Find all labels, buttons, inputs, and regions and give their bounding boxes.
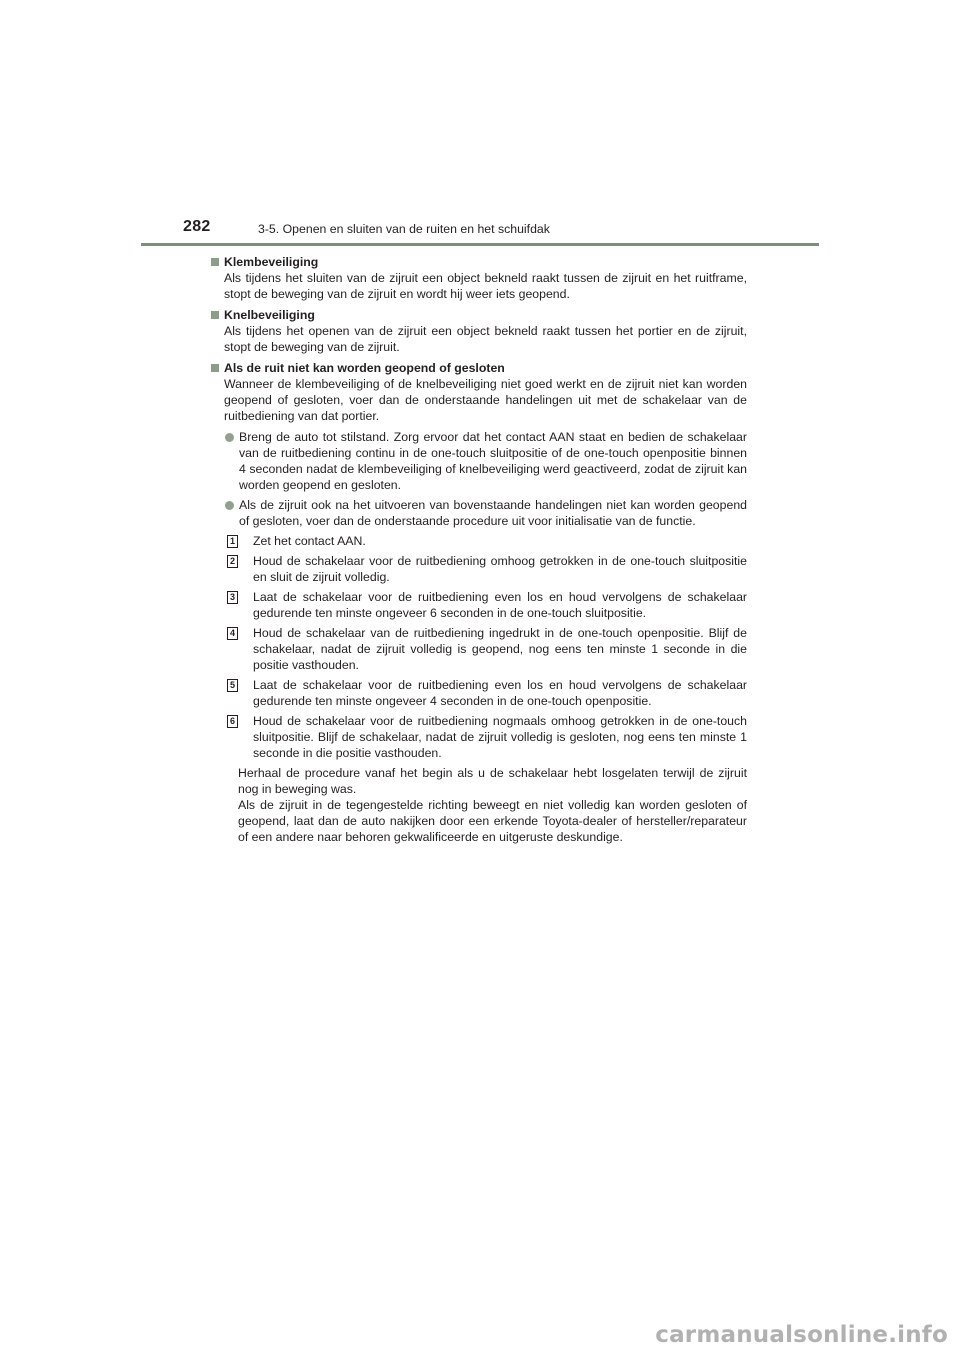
step-item: 3 Laat de schakelaar voor de ruitbediening even los en houd vervolgens de schakelaar gedurende ten minste ongeveer 6 seconden in de one-touch sluitpositie. bbox=[211, 589, 747, 621]
step-number: 6 bbox=[227, 715, 238, 728]
note-paragraph: Als de zijruit in de tegengestelde richting beweegt en niet volledig kan worden gesloten of geopend, laat dan de auto nakijken door een erkende Toyota-dealer of hersteller/reparateur of een andere naar behoren gekwalificeerde en uitgeruste deskundige. bbox=[238, 798, 747, 844]
paragraph-ruit-niet-geopend: Wanneer de klembeveiliging of de knelbeveiliging niet goed werkt en de zijruit niet kan worden geopend of gesloten, voer dan de onderstaande handelingen uit met de schakelaar van de ruitbediening van dat portier. bbox=[224, 377, 747, 423]
heading-klembeveiliging: Klembeveiliging bbox=[211, 254, 747, 270]
paragraph-klembeveiliging: Als tijdens het sluiten van de zijruit een object bekneld raakt tussen de zijruit en het ruitframe, stopt de beweging van de zijruit en wordt hij weer iets geopend. bbox=[224, 271, 747, 301]
step-list bbox=[211, 533, 747, 761]
heading-knelbeveiliging: Knelbeveiliging bbox=[211, 307, 747, 323]
round-bullet-icon bbox=[225, 433, 234, 442]
paragraph-knelbeveiliging: Als tijdens het openen van de zijruit een object bekneld raakt tussen het portier en de zijruit, stopt de beweging van de zijruit. bbox=[224, 324, 747, 354]
bullet-item: Als de zijruit ook na het uitvoeren van bovenstaande handelingen niet kan worden geopend of gesloten, voer dan de onderstaande procedure uit voor initialisatie van de functie. bbox=[211, 497, 747, 529]
section-title: 3-5. Openen en sluiten van de ruiten en het schuifdak bbox=[258, 222, 550, 236]
step-item: 4 Houd de schakelaar van de ruitbediening ingedrukt in de one-touch openpositie. Blijf de schakelaar, nadat de zijruit volledig is geopend, nog eens ten minste 1 seconde in die positie vasthouden. bbox=[211, 625, 747, 673]
heading-ruit-niet-geopend: Als de ruit niet kan worden geopend of gesloten bbox=[211, 360, 747, 376]
step-number: 3 bbox=[227, 591, 238, 604]
step-item: 2 Houd de schakelaar voor de ruitbediening omhoog getrokken in de one-touch sluitpositie en sluit de zijruit volledig. bbox=[211, 553, 747, 585]
step-number: 4 bbox=[227, 627, 238, 640]
note-paragraph: Herhaal de procedure vanaf het begin als u de schakelaar hebt losgelaten terwijl de zijruit nog in beweging was. bbox=[238, 766, 747, 796]
page-header bbox=[0, 0, 960, 246]
step-item: 1 Zet het contact AAN. bbox=[211, 533, 747, 549]
square-bullet-icon bbox=[211, 364, 219, 372]
step-number: 1 bbox=[227, 535, 238, 548]
round-bullet-icon bbox=[225, 501, 234, 510]
step-item: 6 Houd de schakelaar voor de ruitbediening nogmaals omhoog getrokken in de one-touch sluitpositie. Blijf de schakelaar, nadat de zijruit volledig is gesloten, nog eens ten minste 1 seconde in die positie vasthouden. bbox=[211, 713, 747, 761]
bullet-item: Breng de auto tot stilstand. Zorg ervoor dat het contact AAN staat en bedien de schakelaar van de ruitbediening continu in de one-touch sluitpositie of de one-touch openpositie binnen 4 seconden nadat de klembeveiliging of knelbeveiliging werd geactiveerd, zodat de zijruit kan worden geopend en gesloten. bbox=[211, 429, 747, 493]
square-bullet-icon bbox=[211, 311, 219, 319]
page-content bbox=[211, 254, 747, 845]
step-number: 5 bbox=[227, 679, 238, 692]
step-item: 5 Laat de schakelaar voor de ruitbediening even los en houd vervolgens de schakelaar gedurende ten minste ongeveer 4 seconden in de one-touch openpositie. bbox=[211, 677, 747, 709]
step-number: 2 bbox=[227, 555, 238, 568]
square-bullet-icon bbox=[211, 258, 219, 266]
watermark: carmanualsonline.info bbox=[655, 1322, 948, 1348]
page-number: 282 bbox=[183, 218, 211, 235]
header-divider bbox=[141, 243, 819, 246]
